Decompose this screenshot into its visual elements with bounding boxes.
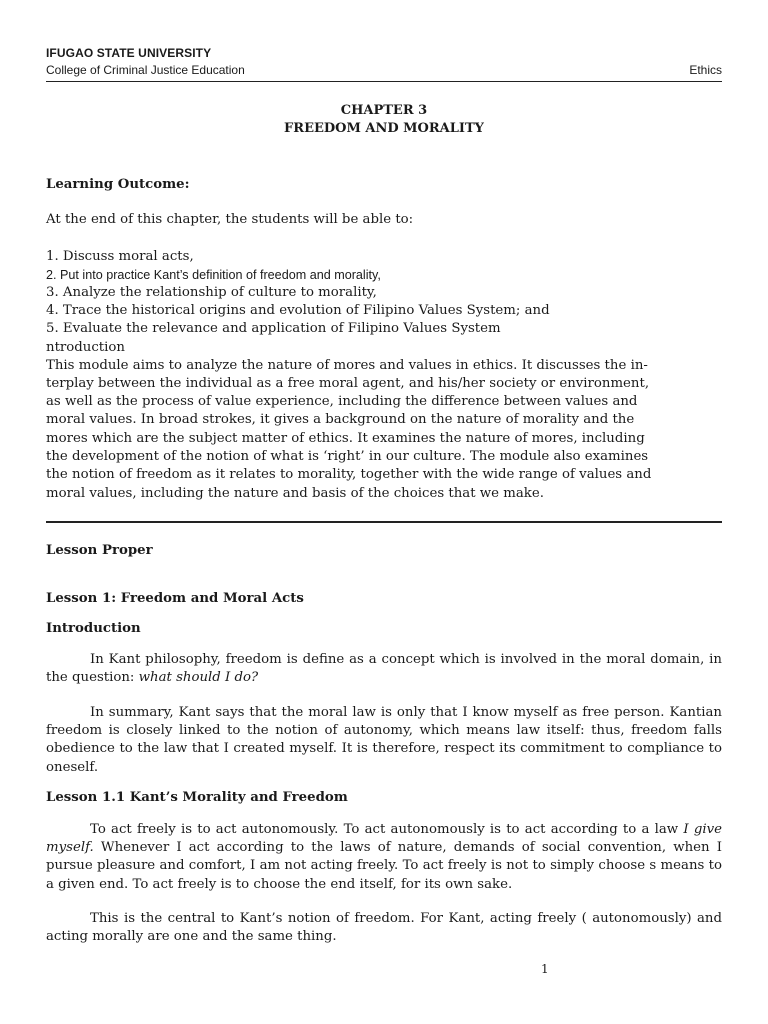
outcome-item: 1. Discuss moral acts, bbox=[46, 249, 194, 264]
university-name: IFUGAO STATE UNIVERSITY bbox=[46, 46, 212, 60]
introduction-line: the notion of freedom as it relates to morality, together with the wide range of values and bbox=[46, 467, 652, 482]
lesson-1-paragraph-1: In Kant philosophy, freedom is define as a concept which is involved in the moral domain, in the question: what should I do? bbox=[46, 652, 722, 686]
lesson-1-intro-heading: Introduction bbox=[46, 621, 141, 636]
introduction-line: terplay between the individual as a free moral agent, and his/her society or environment, bbox=[46, 376, 650, 391]
lesson-1-1-paragraph-1: To act freely is to act autonomously. To act autonomously is to act according to a law I give myself. Whenever I act according to the laws of nature, demands of social convention, when I pursue pleasure and comfort, I am not acting freely. To act freely is not to simply choose s means to a given end. To act freely is to choose the end itself, for its own sake. bbox=[46, 822, 722, 892]
outcome-item: 2. Put into practice Kant’s definition of freedom and morality, bbox=[46, 268, 381, 282]
introduction-label: ntroduction bbox=[46, 340, 125, 355]
lesson-1-1-paragraph-2: This is the central to Kant’s notion of freedom. For Kant, acting freely ( autonomously) and acting morally are one and the same thing. bbox=[46, 911, 722, 945]
lesson-1-paragraph-2: In summary, Kant says that the moral law is only that I know myself as free person. Kantian freedom is closely linked to the notion of autonomy, which means law itself: thus, freedom falls obedience to the law that I created myself. It is therefore, respect its commitment to compliance to oneself. bbox=[46, 705, 722, 775]
chapter-number: CHAPTER 3 bbox=[340, 103, 428, 118]
introduction-line: mores which are the subject matter of ethics. It examines the nature of mores, including bbox=[46, 431, 645, 446]
chapter-title: FREEDOM AND MORALITY bbox=[284, 121, 484, 136]
outcome-item: 4. Trace the historical origins and evolution of Filipino Values System; and bbox=[46, 303, 550, 318]
outcome-item: 3. Analyze the relationship of culture to morality, bbox=[46, 285, 377, 300]
page-header bbox=[46, 46, 722, 77]
introduction-line: moral values. In broad strokes, it gives a background on the nature of morality and the bbox=[46, 412, 635, 427]
introduction-line: moral values, including the nature and basis of the choices that we make. bbox=[46, 486, 544, 501]
introduction-line: the development of the notion of what is ‘right’ in our culture. The module also examines bbox=[46, 449, 649, 464]
lesson-1-1-title: Lesson 1.1 Kant’s Morality and Freedom bbox=[46, 790, 348, 805]
learning-outcome-intro: At the end of this chapter, the students will be able to: bbox=[46, 212, 414, 227]
introduction-line: as well as the process of value experience, including the difference between values and bbox=[46, 394, 638, 409]
outcome-item: 5. Evaluate the relevance and application of Filipino Values System bbox=[46, 321, 501, 336]
subject-name: Ethics bbox=[689, 63, 722, 77]
college-name: College of Criminal Justice Education bbox=[46, 63, 245, 77]
learning-outcome-heading: Learning Outcome: bbox=[46, 177, 190, 192]
header-rule bbox=[46, 81, 722, 82]
page-number: 1 bbox=[541, 962, 549, 976]
lesson-proper-heading: Lesson Proper bbox=[46, 543, 153, 558]
lesson-1-title: Lesson 1: Freedom and Moral Acts bbox=[46, 591, 304, 606]
section-divider bbox=[46, 521, 722, 523]
introduction-line: This module aims to analyze the nature of mores and values in ethics. It discusses the in- bbox=[46, 358, 648, 373]
